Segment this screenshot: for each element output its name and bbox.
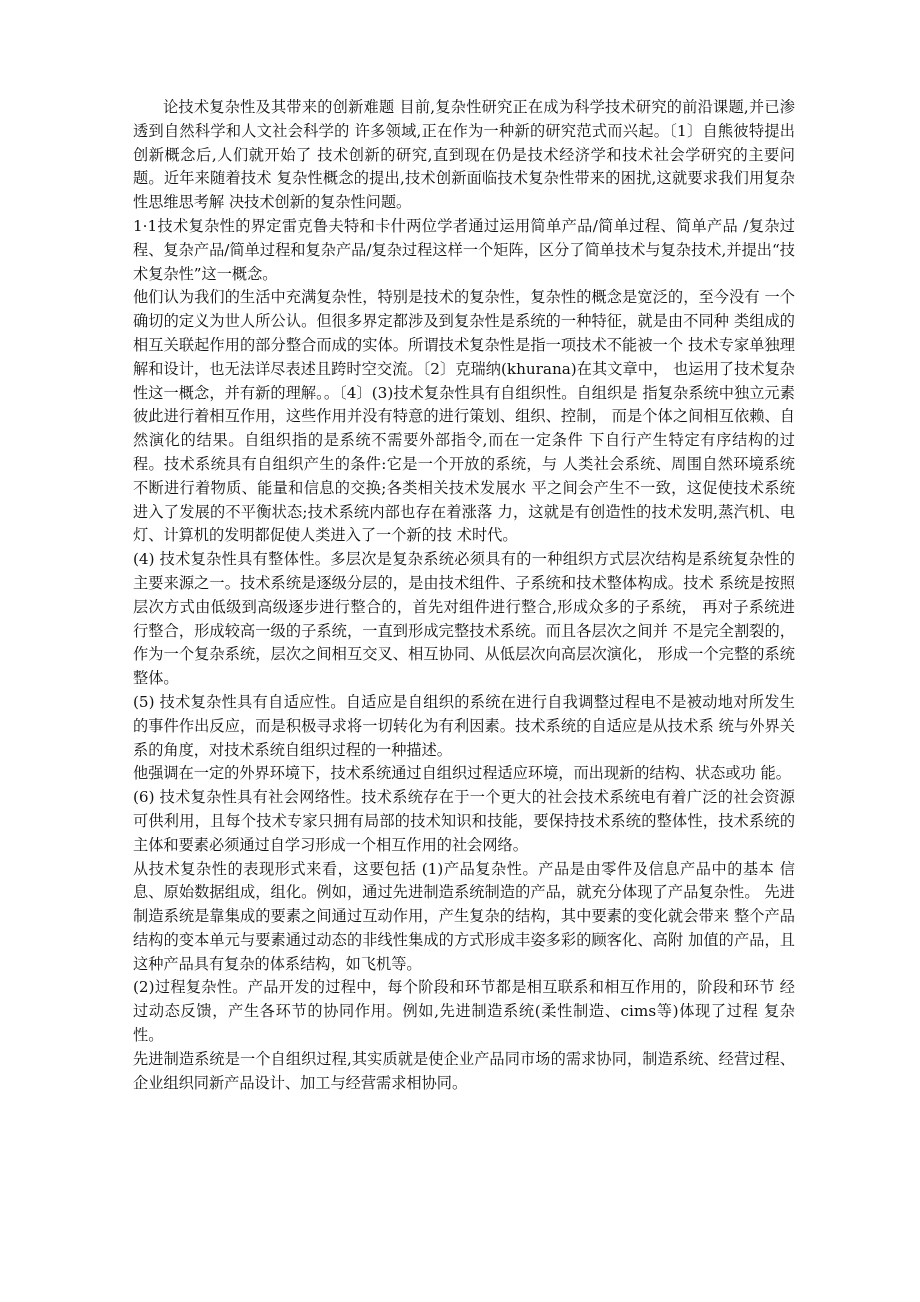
- paragraph-environment: 他强调在一定的外界环境下，技术系统通过自组织过程适应环境，而出现新的结构、状态或功 能。: [133, 764, 791, 783]
- paragraph-social-network: (6) 技术复杂性具有社会网络性。技术系统存在于一个更大的社会技术系统电有着广泛的社会资源可供利用，且每个技术专家只拥有局部的技术知识和技能，要保持技术系统的整体性，技术系统的主体和要素必须通过自学习形成一个相互作用的社会网络。: [133, 788, 795, 854]
- paragraph-intro: 论技术复杂性及其带来的创新难题 目前,复杂性研究正在成为科学技术研究的前沿课题,并已渗透到自然科学和人文社会科学的 许多领域,正在作为一种新的研究范式而兴起。〔1〕自熊彼特提出创新概念后,人们就开始了 技术创新的研究,直到现在仍是技术经济学和技术社会学研究的主要问题。近年来随着技术 复杂性概念的提出,技术创新面临技术复杂性带来的困扰,这就要求我们用复杂性思维思考解 决技术创新的复杂性问题。: [133, 98, 795, 212]
- paragraph-process-complexity: (2)过程复杂性。产品开发的过程中，每个阶段和环节都是相互联系和相互作用的，阶段和环节 经过动态反馈，产生各环节的协同作用。例如,先进制造系统(柔性制造、cims等)体现了过程 复杂性。: [133, 978, 795, 1045]
- paragraph-advanced-manufacturing: 先进制造系统是一个自组织过程,其实质就是使企业产品同市场的需求协同，制造系统、经营过程、企业组织同新产品设计、加工与经营需求相协同。: [133, 1049, 795, 1092]
- paragraph-adaptivity: (5) 技术复杂性具有自适应性。自适应是自组织的系统在进行自我调整过程电不是被动地对所发生的事件作出反应，而是积极寻求将一切转化为有利因素。技术系统的自适应是从技术系 统与外界关系的角度，对技术系统自组织过程的一种描述。: [133, 692, 795, 759]
- paragraph-self-organization: 他们认为我们的生活中充满复杂性，特别是技术的复杂性，复杂性的概念是宽泛的，至今没有 一个确切的定义为世人所公认。但很多界定都涉及到复杂性是系统的一种特征，就是由不同种 类组成的相互关联起作用的部分整合而成的实体。所谓技术复杂性是指一项技术不能被一个 技术专家单独理解和设计，也无法详尽表述且跨时空交流。〔2〕克瑞纳(khurana)在其文章中， 也运用了技术复杂性这一概念，并有新的理解。。〔4〕(3)技术复杂性具有自组织性。自组织是 指复杂系统中独立元素彼此进行着相互作用，这些作用并没有特意的进行策划、组织、控制， 而是个体之间相互依赖、自然演化的结果。自组织指的是系统不需要外部指令,而在一定条件 下自行产生特定有序结构的过程。技术系统具有自组织产生的条件:它是一个开放的系统，与 人类社会系统、周围自然环境系统不断进行着物质、能量和信息的交换;各类相关技术发展水 平之间会产生不一致，这促使技术系统进入了发展的不平衡状态;技术系统内部也存在着涨落 力，这就是有创造性的技术发明,蒸汽机、电灯、计算机的发明都促使人类进入了一个新的技 术时代。: [133, 288, 795, 545]
- paragraph-definition: 1·1技术复杂性的界定雷克鲁夫特和卡什两位学者通过运用简单产品/简单过程、简单产品 /复杂过程、复杂产品/简单过程和复杂产品/复杂过程这样一个矩阵，区分了简单技术与复杂技术,并提出“技术复杂性”这一概念。: [133, 216, 795, 283]
- paragraph-wholeness: (4) 技术复杂性具有整体性。多层次是复杂系统必须具有的一种组织方式层次结构是系统复杂性的主要来源之一。技术系统是逐级分层的，是由技术组件、子系统和技术整体构成。技术 系统是按照层次方式由低级到高级逐步进行整合的，首先对组件进行整合,形成众多的子系统， 再对子系统进行整合，形成较高一级的子系统，一直到形成完整技术系统。而且各层次之间并 不是完全割裂的，作为一个复杂系统，层次之间相互交叉、相互协同、从低层次向高层次演化， 形成一个完整的系统整体。: [133, 550, 795, 688]
- document-body: [133, 96, 795, 1095]
- paragraph-product-complexity: 从技术复杂性的表现形式来看，这要包括 (1)产品复杂性。产品是由零件及信息产品中的基本 信息、原始数据组成，组化。例如，通过先进制造系统制造的产品，就充分体现了产品复杂性。 先进制造系统是靠集成的要素之间通过互动作用，产生复杂的结构，其中要素的变化就会带来 整个产品结构的变本单元与要素通过动态的非线性集成的方式形成丰姿多彩的顾客化、高附 加值的产品，且这种产品具有复杂的体系结构，如飞机等。: [133, 859, 795, 973]
